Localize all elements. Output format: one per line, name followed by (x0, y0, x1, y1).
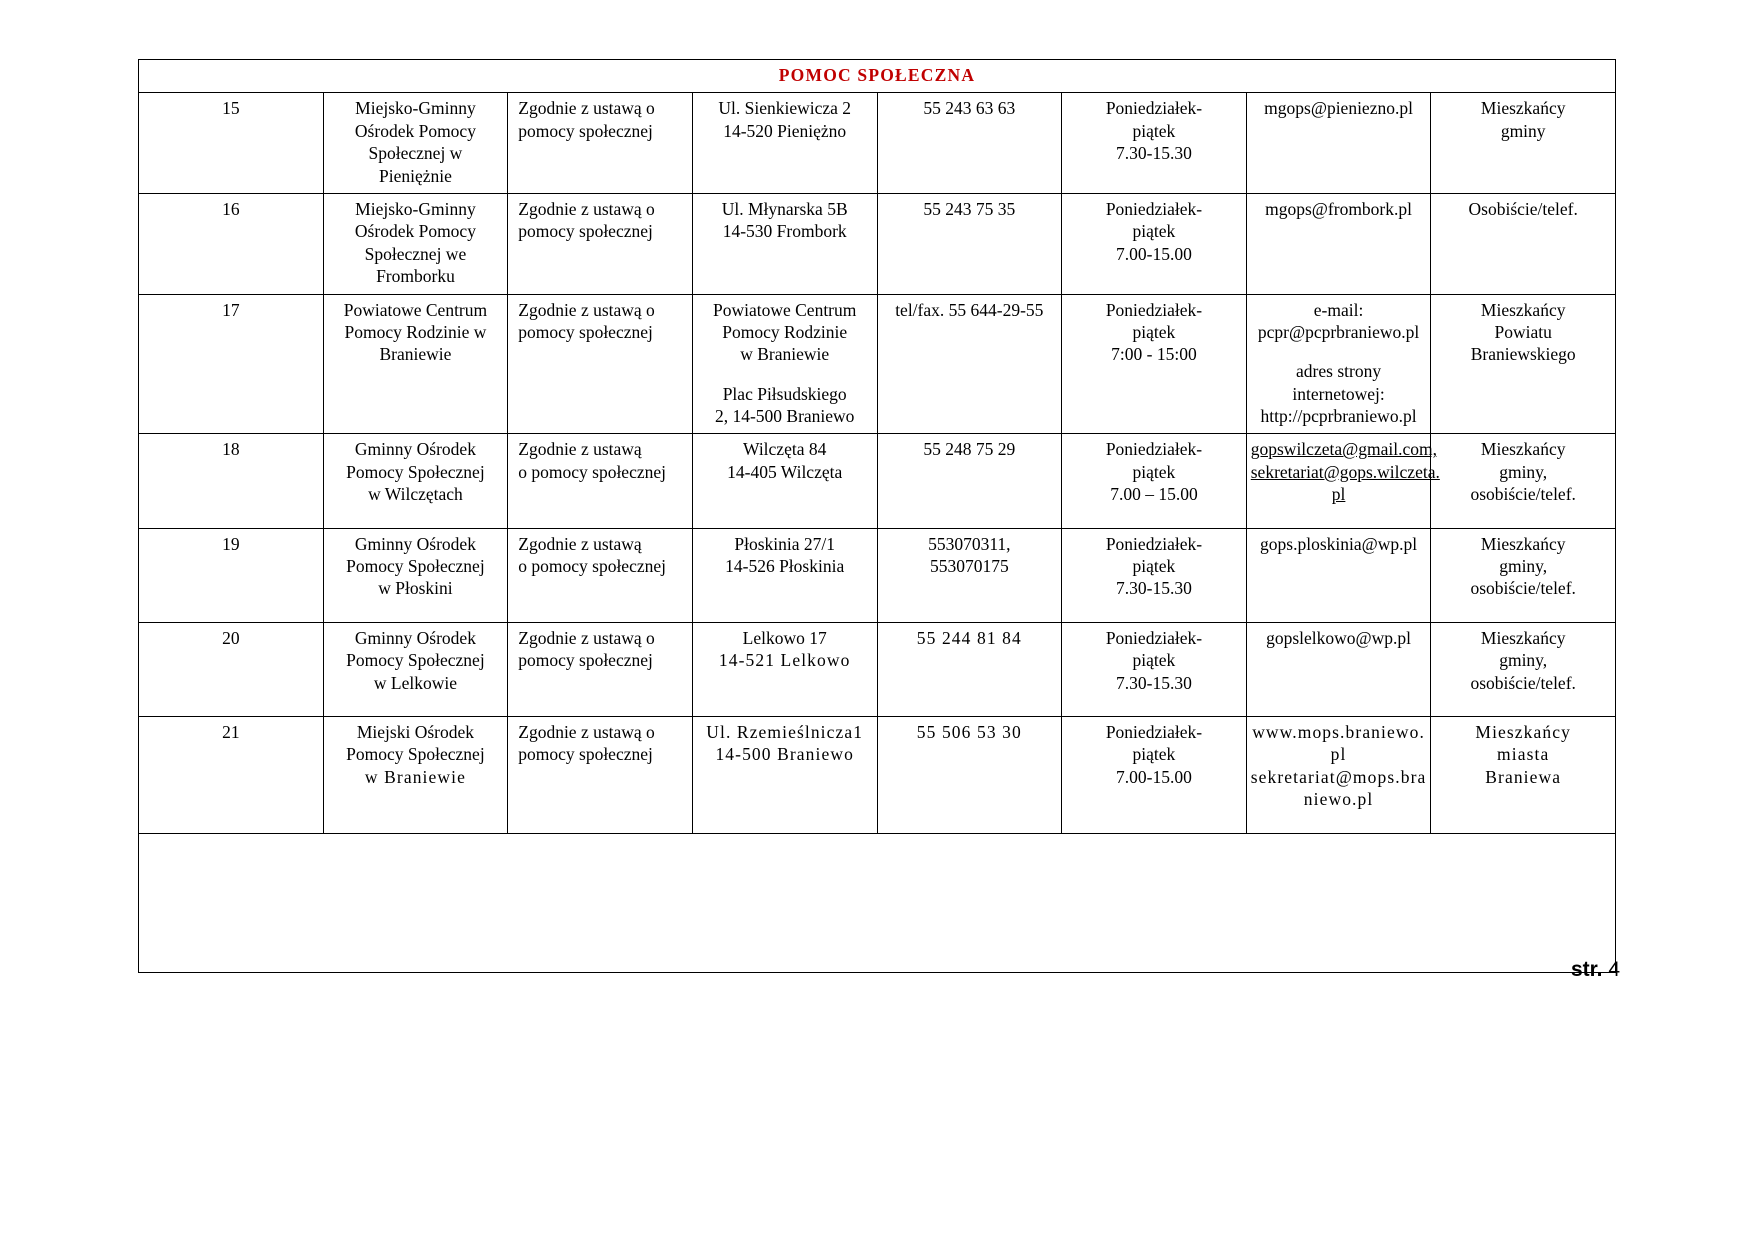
institution-name: Miejsko-Gminny Ośrodek Pomocy Społecznej w Pieniężnie (323, 93, 508, 194)
opening-hours: Poniedziałek- piątek 7.30-15.30 (1062, 622, 1247, 716)
opening-hours: Poniedziałek- piątek 7.00-15.00 (1062, 716, 1247, 833)
legal-basis: Zgodnie z ustawą o pomocy społecznej (508, 622, 693, 716)
spacer (1251, 343, 1427, 360)
legal-basis: Zgodnie z ustawą o pomocy społecznej (508, 716, 693, 833)
table-row (139, 622, 1616, 716)
table-row (139, 434, 1616, 528)
row-number: 17 (139, 294, 324, 434)
table-row (139, 528, 1616, 622)
address: Powiatowe Centrum Pomocy Rodzinie w Braniewie Plac Piłsudskiego 2, 14-500 Braniewo (692, 294, 877, 434)
email-contact: e-mail: pcpr@pcprbraniewo.pl adres strony internetowej: http://pcprbraniewo.pl (1246, 294, 1431, 434)
beneficiaries: Mieszkańcy Powiatu Braniewskiego (1431, 294, 1616, 434)
legal-basis: Zgodnie z ustawą o pomocy społecznej (508, 434, 693, 528)
legal-basis: Zgodnie z ustawą o pomocy społecznej (508, 294, 693, 434)
opening-hours: Poniedziałek- piątek 7.30-15.30 (1062, 528, 1247, 622)
institution-name: Miejsko-Gminny Ośrodek Pomocy Społecznej we Fromborku (323, 193, 508, 294)
row-number: 21 (139, 716, 324, 833)
phone: 55 506 53 30 (877, 716, 1062, 833)
table-title-row (139, 60, 1616, 93)
page-title: POMOC SPOŁECZNA (139, 60, 1616, 93)
phone: tel/fax. 55 644-29-55 (877, 294, 1062, 434)
beneficiaries: Mieszkańcy gminy (1431, 93, 1616, 194)
page-number-value: 4 (1608, 958, 1620, 981)
legal-basis: Zgodnie z ustawą o pomocy społecznej (508, 93, 693, 194)
address: Płoskinia 27/1 14-526 Płoskinia (692, 528, 877, 622)
page-footer (1571, 958, 1620, 982)
address: Ul. Rzemieślnicza1 14-500 Braniewo (692, 716, 877, 833)
opening-hours: Poniedziałek- piątek 7:00 - 15:00 (1062, 294, 1247, 434)
legal-basis: Zgodnie z ustawą o pomocy społecznej (508, 193, 693, 294)
institution-name: Gminny Ośrodek Pomocy Społecznej w Wilczętach (323, 434, 508, 528)
email-contact: gopslelkowo@wp.pl (1246, 622, 1431, 716)
beneficiaries: Osobiście/telef. (1431, 193, 1616, 294)
table-row (139, 716, 1616, 833)
page-label: str. (1570, 958, 1603, 981)
address: Wilczęta 84 14-405 Wilczęta (692, 434, 877, 528)
address: Ul. Młynarska 5B 14-530 Frombork (692, 193, 877, 294)
email-contact: gopswilczeta@gmail.com, sekretariat@gops.wilczeta. pl (1246, 434, 1431, 528)
email-contact: mgops@pieniezno.pl (1246, 93, 1431, 194)
address: Ul. Sienkiewicza 2 14-520 Pieniężno (692, 93, 877, 194)
spacer (697, 366, 873, 383)
row-number: 16 (139, 193, 324, 294)
opening-hours: Poniedziałek- piątek 7.30-15.30 (1062, 93, 1247, 194)
beneficiaries: Mieszkańcy gminy, osobiście/telef. (1431, 434, 1616, 528)
phone: 55 248 75 29 (877, 434, 1062, 528)
phone: 55 244 81 84 (877, 622, 1062, 716)
institution-name: Powiatowe Centrum Pomocy Rodzinie w Braniewie (323, 294, 508, 434)
social-assistance-table (138, 59, 1616, 973)
email-contact: www.mops.braniewo. pl sekretariat@mops.bra niewo.pl (1246, 716, 1431, 833)
empty-cell (139, 833, 1616, 972)
phone: 553070311, 553070175 (877, 528, 1062, 622)
opening-hours: Poniedziałek- piątek 7.00 – 15.00 (1062, 434, 1247, 528)
row-number: 18 (139, 434, 324, 528)
phone: 55 243 75 35 (877, 193, 1062, 294)
row-number: 20 (139, 622, 324, 716)
institution-name: Gminny Ośrodek Pomocy Społecznej w Płoskini (323, 528, 508, 622)
opening-hours: Poniedziałek- piątek 7.00-15.00 (1062, 193, 1247, 294)
legal-basis: Zgodnie z ustawą o pomocy społecznej (508, 528, 693, 622)
beneficiaries: Mieszkańcy gminy, osobiście/telef. (1431, 622, 1616, 716)
institution-name: Miejski Ośrodek Pomocy Społecznej w Braniewie (323, 716, 508, 833)
email-contact: gops.ploskinia@wp.pl (1246, 528, 1431, 622)
phone: 55 243 63 63 (877, 93, 1062, 194)
beneficiaries: Mieszkańcy gminy, osobiście/telef. (1431, 528, 1616, 622)
table-row (139, 294, 1616, 434)
row-number: 15 (139, 93, 324, 194)
table-row (139, 93, 1616, 194)
institution-name: Gminny Ośrodek Pomocy Społecznej w Lelkowie (323, 622, 508, 716)
email-contact: mgops@frombork.pl (1246, 193, 1431, 294)
table-row (139, 193, 1616, 294)
address: Lelkowo 17 14-521 Lelkowo (692, 622, 877, 716)
row-number: 19 (139, 528, 324, 622)
table-row-empty (139, 833, 1616, 972)
beneficiaries: Mieszkańcy miasta Braniewa (1431, 716, 1616, 833)
